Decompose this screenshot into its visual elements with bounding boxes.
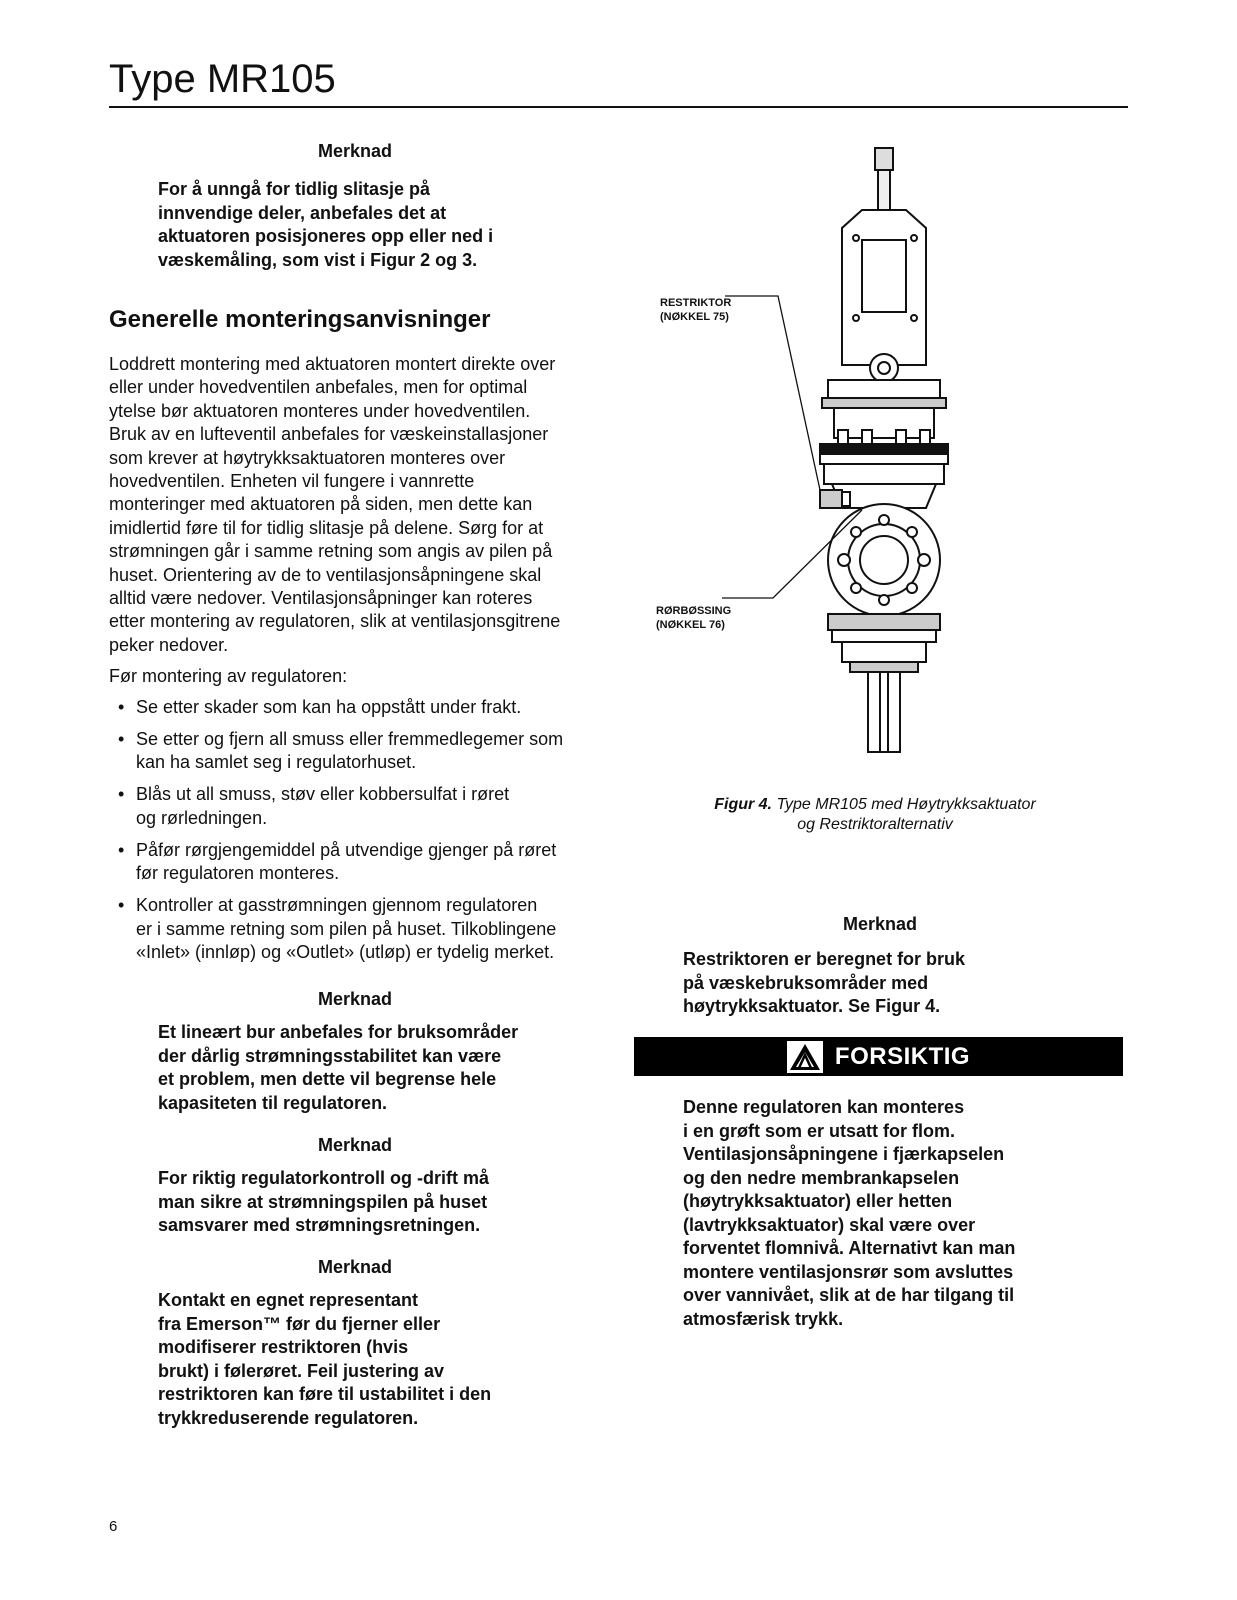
note-line: Restriktoren er beregnet for bruk xyxy=(683,949,966,969)
note-line: trykkreduserende regulatoren. xyxy=(158,1407,419,1428)
text-line: Kontroller at gasstrømningen gjennom regulatoren xyxy=(136,895,538,916)
note-line: brukt) i følerøret. Feil justering av xyxy=(158,1360,445,1381)
caption-line: og Restriktoralternativ xyxy=(797,816,953,833)
body-paragraph: Før montering av regulatoren: xyxy=(109,666,348,686)
callout-line: RØRBØSSING xyxy=(656,605,732,617)
text-line: som krever at høytrykksaktuatoren monteres over xyxy=(109,447,506,468)
text-line: Bruk av en lufteventil anbefales for væskeinstallasjoner xyxy=(109,424,549,445)
caution-line: forventet flomnivå. Alternativt kan man xyxy=(683,1238,1016,1258)
note-line: på væskebruksområder med xyxy=(683,972,929,993)
caution-line: montere ventilasjonsrør som avsluttes xyxy=(683,1261,1014,1282)
callout-line: (NØKKEL 76) xyxy=(656,619,725,631)
title-divider xyxy=(109,106,1128,108)
caution-banner xyxy=(634,1037,1123,1076)
note-line: For å unngå for tidlig slitasje på xyxy=(158,179,431,199)
text-line: ytelse bør aktuatoren monteres under hovedventilen. xyxy=(109,400,531,421)
note-line: Kontakt en egnet representant xyxy=(158,1290,419,1310)
note-line: aktuatoren posisjoneres opp eller ned i xyxy=(158,226,494,246)
regulator-diagram xyxy=(630,140,1100,760)
note-line: kapasiteten til regulatoren. xyxy=(158,1092,388,1113)
note-heading: Merknad xyxy=(317,1135,393,1155)
list-item xyxy=(109,839,599,886)
caption-line: Type MR105 med Høytrykksaktuator xyxy=(772,796,1036,813)
note-line: samsvarer med strømningsretningen. xyxy=(158,1215,481,1235)
note-heading: Merknad xyxy=(317,1257,393,1277)
caution-label: FORSIKTIG xyxy=(834,1042,971,1070)
figure-label: Figur 4. xyxy=(714,796,772,813)
callout-line: RESTRIKTOR xyxy=(660,297,732,309)
text-line: eller under hovedventilen anbefales, men for optimal xyxy=(109,377,528,398)
note-heading: Merknad xyxy=(842,914,918,934)
list-item xyxy=(109,783,599,830)
text-line: Se etter skader som kan ha oppstått under frakt. xyxy=(136,697,522,717)
note-line: Et lineært bur anbefales for bruksområder xyxy=(158,1022,519,1042)
caution-text xyxy=(683,1096,1093,1331)
bullet-icon: • xyxy=(118,729,125,749)
note-heading: Merknad xyxy=(317,989,393,1009)
note-line: man sikre at strømningspilen på huset xyxy=(158,1191,488,1212)
note-text xyxy=(158,1289,558,1430)
caution-line: (høytrykksaktuator) eller hetten xyxy=(683,1191,953,1211)
page-title: Type MR105 xyxy=(109,57,336,101)
text-line: monteringer med aktuatoren på siden, men dette kan xyxy=(109,494,533,515)
callout-line: (NØKKEL 75) xyxy=(660,311,729,323)
bullet-icon: • xyxy=(118,839,125,860)
body-paragraph xyxy=(109,353,599,657)
note-heading: Merknad xyxy=(317,141,393,161)
text-line: «Inlet» (innløp) og «Outlet» (utløp) er tydelig merket. xyxy=(136,942,555,963)
note-text xyxy=(158,178,578,272)
bullet-list xyxy=(109,696,599,973)
text-line: er i samme retning som pilen på huset. Tilkoblingene xyxy=(136,918,557,939)
text-line: huset. Orientering av de to ventilasjonsåpningene skal xyxy=(109,564,542,585)
text-line: Loddrett montering med aktuatoren montert direkte over xyxy=(109,354,556,374)
note-line: et problem, men dette vil begrense hele xyxy=(158,1069,497,1089)
text-line: etter montering av regulatoren, slik at ventilasjonsgitrene xyxy=(109,611,561,632)
note-text xyxy=(683,948,1083,1019)
text-line: strømningen går i samme retning som angis av pilen på xyxy=(109,541,553,562)
figure-caption xyxy=(660,795,1090,835)
text-line: Blås ut all smuss, støv eller kobbersulfat i røret xyxy=(136,784,510,805)
section-heading: Generelle monteringsanvisninger xyxy=(109,306,491,333)
text-line: peker nedover. xyxy=(109,634,229,655)
note-line: væskemåling, som vist i Figur 2 og 3. xyxy=(158,249,478,270)
text-line: Påfør rørgjengemiddel på utvendige gjenger på røret xyxy=(136,839,557,860)
note-line: restriktoren kan føre til ustabilitet i den xyxy=(158,1384,492,1404)
text-line: alltid være nedover. Ventilasjonsåpninger kan roteres xyxy=(109,588,533,609)
caution-line: Denne regulatoren kan monteres xyxy=(683,1097,965,1117)
text-line: Se etter og fjern all smuss eller fremmedlegemer som xyxy=(136,729,564,749)
note-line: fra Emerson™ før du fjerner eller xyxy=(158,1313,441,1334)
note-line: modifiserer restriktoren (hvis xyxy=(158,1337,409,1357)
note-line: der dårlig strømningsstabilitet kan være xyxy=(158,1045,502,1066)
bullet-icon: • xyxy=(118,697,125,717)
caution-line: Ventilasjonsåpningene i fjærkapselen xyxy=(683,1144,1005,1164)
warning-triangle-icon xyxy=(787,1041,823,1073)
caution-line: og den nedre membrankapselen xyxy=(683,1167,960,1188)
note-text xyxy=(158,1021,558,1115)
callout-restriktor xyxy=(660,296,731,324)
note-line: For riktig regulatorkontroll og -drift må xyxy=(158,1168,490,1188)
text-line: kan ha samlet seg i regulatorhuset. xyxy=(136,752,417,773)
text-line: imidlertid føre til for tidlig slitasje på delene. Sørg for at xyxy=(109,517,544,538)
caution-line: atmosfærisk trykk. xyxy=(683,1308,844,1329)
text-line: før regulatoren monteres. xyxy=(136,863,340,884)
callout-rorbossing xyxy=(656,604,731,632)
text-line: og rørledningen. xyxy=(136,807,268,828)
note-line: høytrykksaktuator. Se Figur 4. xyxy=(683,996,941,1016)
note-text xyxy=(158,1167,558,1238)
caution-line: (lavtrykksaktuator) skal være over xyxy=(683,1214,976,1235)
text-line: hovedventilen. Enheten vil fungere i vannrette xyxy=(109,471,475,492)
list-item xyxy=(109,728,599,775)
note-line: innvendige deler, anbefales det at xyxy=(158,202,447,223)
list-item xyxy=(109,696,599,719)
bullet-icon: • xyxy=(118,895,125,916)
list-item xyxy=(109,894,599,964)
bullet-icon: • xyxy=(118,784,125,805)
caution-line: over vannivået, slik at de har tilgang til xyxy=(683,1285,1015,1305)
page-number: 6 xyxy=(109,1518,118,1535)
caution-line: i en grøft som er utsatt for flom. xyxy=(683,1120,956,1141)
